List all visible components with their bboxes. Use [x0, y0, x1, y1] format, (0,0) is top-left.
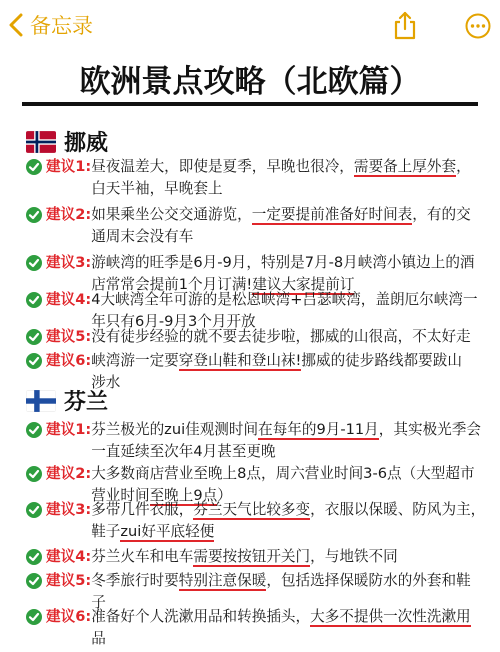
- chevron-left-icon: [8, 13, 24, 37]
- check-circle-icon: [26, 329, 42, 345]
- finland-flag-icon: [26, 390, 56, 412]
- tip-text-line: [91, 419, 496, 441]
- tip-text-segment: ，与地铁不同: [310, 548, 398, 565]
- tip-text-line: [91, 606, 496, 628]
- tip-text-segment: 店常常会提前1个月订满!: [91, 276, 253, 293]
- check-circle-icon: [26, 292, 42, 308]
- back-label: 备忘录: [30, 14, 93, 38]
- tip-tag: 建议1:: [46, 421, 92, 438]
- tip-text-segment: 准备好个人洗漱用品和转换插头，: [91, 608, 311, 625]
- check-circle-icon: [26, 207, 42, 223]
- page-title: 欧洲景点攻略（北欧篇）: [79, 64, 421, 100]
- tip-text: [91, 419, 496, 463]
- tip-item: [26, 204, 496, 248]
- tip-text-line: [91, 252, 496, 274]
- back-button[interactable]: [8, 10, 93, 40]
- check-circle-icon: [26, 502, 42, 518]
- tip-text-line: [91, 499, 496, 521]
- tip-text-line: [91, 204, 496, 226]
- tip-text-segment: 峡湾游一定要: [91, 352, 179, 369]
- tip-text-segment: 昼夜温差大，即使是夏季，早晚也很冷，: [91, 158, 354, 175]
- tip-text: [91, 326, 496, 348]
- tip-text: [91, 156, 496, 200]
- tip-tag: 建议1:: [46, 158, 92, 175]
- check-circle-icon: [26, 159, 42, 175]
- highlight-text: 在每年的9月-11月: [258, 421, 379, 438]
- tip-text-segment: 冬季旅行时要: [91, 572, 179, 589]
- tip-text-segment: 大多数商店营业至晚上8点，周六营业时间3-6点（大型超市: [91, 465, 475, 482]
- tip-text-line: [91, 546, 496, 568]
- tip-text-segment: 挪威的徒步路线都要跋山: [301, 352, 462, 369]
- tip-text-segment: ，: [456, 158, 471, 175]
- tip-tag: 建议3:: [46, 254, 92, 271]
- tip-tag: 建议4:: [46, 291, 92, 308]
- tip-text-segment: 芬兰火车和电车: [91, 548, 194, 565]
- highlight-text: 大多不提供一次性洗漱用: [310, 608, 471, 625]
- tip-tag: 建议3:: [46, 501, 92, 518]
- tip-item: [26, 156, 496, 200]
- tip-text-segment: 鞋子: [91, 523, 121, 540]
- tip-text-line: [91, 178, 496, 200]
- check-circle-icon: [26, 609, 42, 625]
- tip-text: [91, 204, 496, 248]
- tip-tag: 建议2:: [46, 206, 92, 223]
- tip-text-segment: ，包括选择保暖防水的外套和鞋: [266, 572, 471, 589]
- tip-text-segment: 白天半袖，早晚套上: [91, 180, 223, 197]
- tip-text: [91, 546, 496, 568]
- section-name: 芬兰: [64, 390, 109, 415]
- share-icon[interactable]: [392, 10, 418, 40]
- highlight-text: 一定要提前准备好时间表: [251, 206, 413, 223]
- section-name: 挪威: [64, 131, 109, 156]
- tip-tag: 建议5:: [46, 572, 92, 589]
- tip-text-line: [91, 372, 496, 394]
- tip-text-segment: ）: [217, 487, 232, 504]
- check-circle-icon: [26, 353, 42, 369]
- tip-tag: 建议2:: [46, 465, 92, 482]
- tip-text: [91, 606, 496, 650]
- highlight-text: 芬兰天气比较多变: [193, 501, 311, 518]
- tip-tag: 建议6:: [46, 608, 92, 625]
- tip-text-segment: 芬兰极光的zui佳观测时间: [91, 421, 259, 438]
- tip-text-segment: ，有的交: [412, 206, 471, 223]
- top-bar: [0, 0, 500, 50]
- check-circle-icon: [26, 466, 42, 482]
- tip-text-segment: 4大峡湾全年可游的是松恩峡湾+吕瑟峡湾，盖朗厄尔峡湾一: [91, 291, 478, 308]
- check-circle-icon: [26, 549, 42, 565]
- norway-flag-icon: [26, 131, 56, 153]
- tip-text-segment: 子: [91, 594, 106, 611]
- section-header-norway: [26, 126, 108, 157]
- tip-text-line: [91, 570, 496, 592]
- highlight-text: zui好平底轻便: [120, 523, 215, 540]
- tip-item: [26, 606, 496, 650]
- tip-item: [26, 499, 496, 543]
- tip-tag: 建议4:: [46, 548, 92, 565]
- tip-tag: 建议5:: [46, 328, 92, 345]
- tip-text-segment: 品: [91, 630, 106, 647]
- tip-text: [91, 499, 496, 543]
- highlight-text: 需要备上厚外套: [353, 158, 457, 175]
- highlight-text: 建议大家提前订: [252, 276, 355, 293]
- tip-text-line: [91, 156, 496, 178]
- section-header-finland: [26, 385, 108, 416]
- tip-text-line: [91, 326, 496, 348]
- highlight-text: 需要按按钮开关门: [193, 548, 311, 565]
- highlight-text: 至晚上9点: [149, 487, 218, 504]
- tip-tag: 建议6:: [46, 352, 92, 369]
- tip-item: [26, 419, 496, 463]
- tip-text-segment: 如果乘坐公交交通游览，: [91, 206, 252, 223]
- tip-text-segment: 涉水: [91, 374, 121, 391]
- tip-text-segment: 多带几件衣服，: [91, 501, 194, 518]
- tip-item: [26, 326, 496, 348]
- title-underline: [22, 102, 478, 106]
- tip-text-line: [91, 628, 496, 650]
- tip-text-segment: ，衣服以保暖、防风为主，: [310, 501, 486, 518]
- tip-text-segment: 游峡湾的旺季是6月-9月，特别是7月-8月峡湾小镇边上的酒: [91, 254, 475, 271]
- tip-text-segment: 营业时间: [91, 487, 150, 504]
- highlight-text: 特别注意保暖: [178, 572, 267, 589]
- tip-text: [91, 350, 496, 394]
- more-icon[interactable]: [465, 13, 491, 39]
- tip-item: [26, 546, 496, 568]
- tip-text-segment: 年只有6月-9月3个月开放: [91, 313, 256, 330]
- tip-text-segment: ，其实极光季会: [378, 421, 481, 438]
- tip-text-line: [91, 521, 496, 543]
- check-circle-icon: [26, 573, 42, 589]
- tip-text-line: [91, 226, 496, 248]
- tip-text-segment: 一直延续至次年4月甚至更晚: [91, 443, 276, 460]
- check-circle-icon: [26, 255, 42, 271]
- highlight-text: 穿登山鞋和登山袜!: [178, 352, 302, 369]
- tip-text-line: [91, 350, 496, 372]
- tip-text-segment: 通周末会没有车: [91, 228, 194, 245]
- check-circle-icon: [26, 422, 42, 438]
- tip-text-line: [91, 463, 496, 485]
- tip-text-segment: 没有徒步经验的就不要去徒步啦，挪威的山很高，不太好走: [91, 328, 471, 345]
- tip-text-line: [91, 289, 496, 311]
- tip-text-line: [91, 441, 496, 463]
